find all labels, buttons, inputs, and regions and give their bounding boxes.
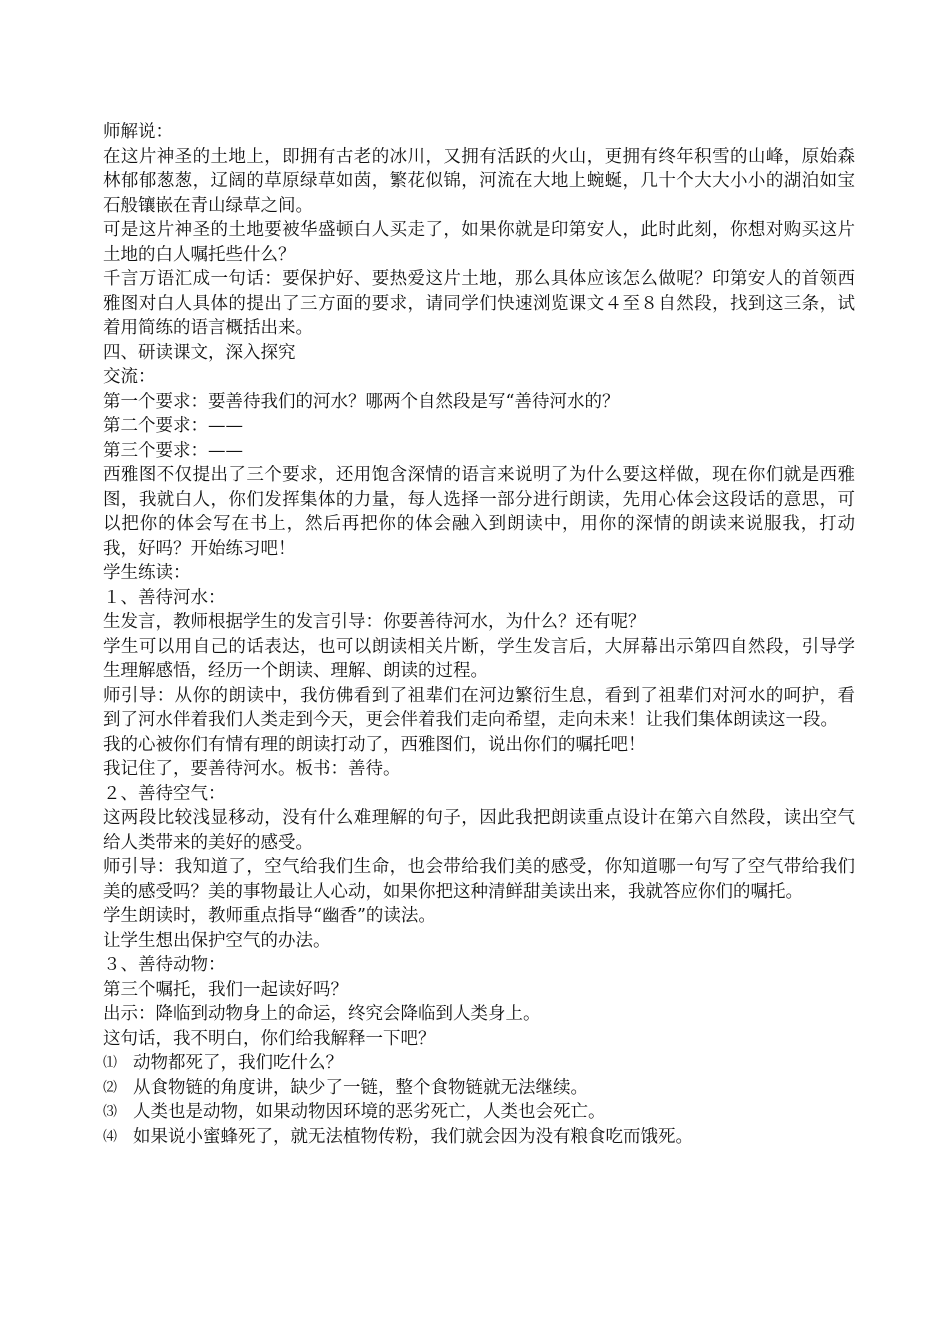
paragraph: 在这片神圣的土地上，即拥有古老的冰川，又拥有活跃的火山，更拥有终年积雪的山峰，原始森林郁郁葱葱，辽阔的草原绿草如茵，繁花似锦，河流在大地上蜿蜒，几十个大大小小的湖泊如宝石般镶嵌在青山绿草之间。: [103, 146, 855, 216]
paragraph: 我记住了，要善待河水。板书：善待。: [103, 759, 401, 779]
document-page: [103, 120, 855, 1149]
paragraph: 千言万语汇成一句话：要保护好、要热爱这片土地，那么具体应该怎么做呢？印第安人的首领西雅图对白人具体的提出了三方面的要求，请同学们快速浏览课文４至８自然段，找到这三条，试着用简练的语言概括出来。: [103, 269, 855, 338]
paragraph: 学生朗读时，教师重点指导“幽香”的读法。: [103, 906, 436, 926]
list-item: [103, 1125, 855, 1150]
paragraph: 我的心被你们有情有理的朗读打动了，西雅图们，说出你们的嘱托吧！: [103, 734, 646, 755]
list-text: 如果说小蜜蜂死了，就无法植物传粉，我们就会因为没有粮食吃而饿死。: [133, 1126, 693, 1147]
paragraph: 西雅图不仅提出了三个要求，还用饱含深情的语言来说明了为什么要这样做，现在你们就是西雅图，我就白人，你们发挥集体的力量，每人选择一部分进行朗读，先用心体会这段话的意思，可以把你的体会写在书上，然后再把你的体会融入到朗读中，用你的深情的朗读来说服我，打动我，好吗？开始练习吧！: [103, 465, 855, 559]
paragraph: 学生可以用自己的话表达，也可以朗读相关片断，学生发言后，大屏幕出示第四自然段，引导学生理解感悟，经历一个朗读、理解、朗读的过程。: [103, 636, 855, 681]
paragraph: 让学生想出保护空气的办法。: [103, 930, 331, 951]
paragraph: 出示：降临到动物身上的命运，终究会降临到人类身上。: [103, 1004, 541, 1024]
paragraph: 师引导：我知道了，空气给我们生命，也会带给我们美的感受，你知道哪一句写了空气带给我们美的感受吗？美的事物最让人心动，如果你把这种清鲜甜美读出来，我就答应你们的嘱托。: [103, 857, 855, 902]
paragraph: 生发言，教师根据学生的发言引导：你要善待河水，为什么？还有呢？: [103, 612, 646, 632]
list-item: [103, 1076, 855, 1101]
list-item: [103, 1100, 855, 1125]
paragraph: 这两段比较浅显移动，没有什么难理解的句子，因此我把朗读重点设计在第六自然段，读出空气给人类带来的美好的感受。: [103, 808, 855, 853]
list-item: [103, 1051, 855, 1076]
paragraph: 交流：: [103, 367, 156, 387]
paragraph: 师引导：从你的朗读中，我仿佛看到了祖辈们在河边繁衍生息，看到了祖辈们对河水的呵护，看到了河水伴着我们人类走到今天，更会伴着我们走向希望，走向未来！让我们集体朗读这一段。: [103, 685, 855, 730]
list-number: ⑶: [103, 1104, 117, 1120]
paragraph: 第二个要求：——: [103, 416, 243, 436]
list-text: 动物都死了，我们吃什么？: [133, 1053, 343, 1073]
list-number: ⑴: [103, 1055, 117, 1071]
subsection-heading: ２、善待空气：: [103, 783, 226, 804]
subsection-heading: １、善待河水：: [103, 587, 226, 608]
paragraph: 学生练读：: [103, 563, 191, 583]
paragraph: 可是这片神圣的土地要被华盛顿白人买走了，如果你就是印第安人，此时此刻，你想对购买这片土地的白人嘱托些什么？: [103, 220, 855, 265]
list-number: ⑷: [103, 1128, 117, 1145]
paragraph: 这句话，我不明白，你们给我解释一下吧？: [103, 1028, 436, 1049]
list-number: ⑵: [103, 1079, 117, 1096]
paragraph: 第三个要求：——: [103, 440, 243, 461]
section-heading: 四、研读课文，深入探究: [103, 342, 296, 363]
list-text: 从食物链的角度讲，缺少了一链，整个食物链就无法继续。: [133, 1077, 588, 1098]
list-text: 人类也是动物，如果动物因环境的恶劣死亡，人类也会死亡。: [133, 1102, 606, 1122]
paragraph: 第三个嘱托，我们一起读好吗？: [103, 979, 348, 1000]
paragraph: 第一个要求：要善待我们的河水？哪两个自然段是写“善待河水的？: [103, 391, 620, 412]
paragraph: 师解说：: [103, 122, 173, 142]
subsection-heading: ３、善待动物：: [103, 955, 226, 975]
